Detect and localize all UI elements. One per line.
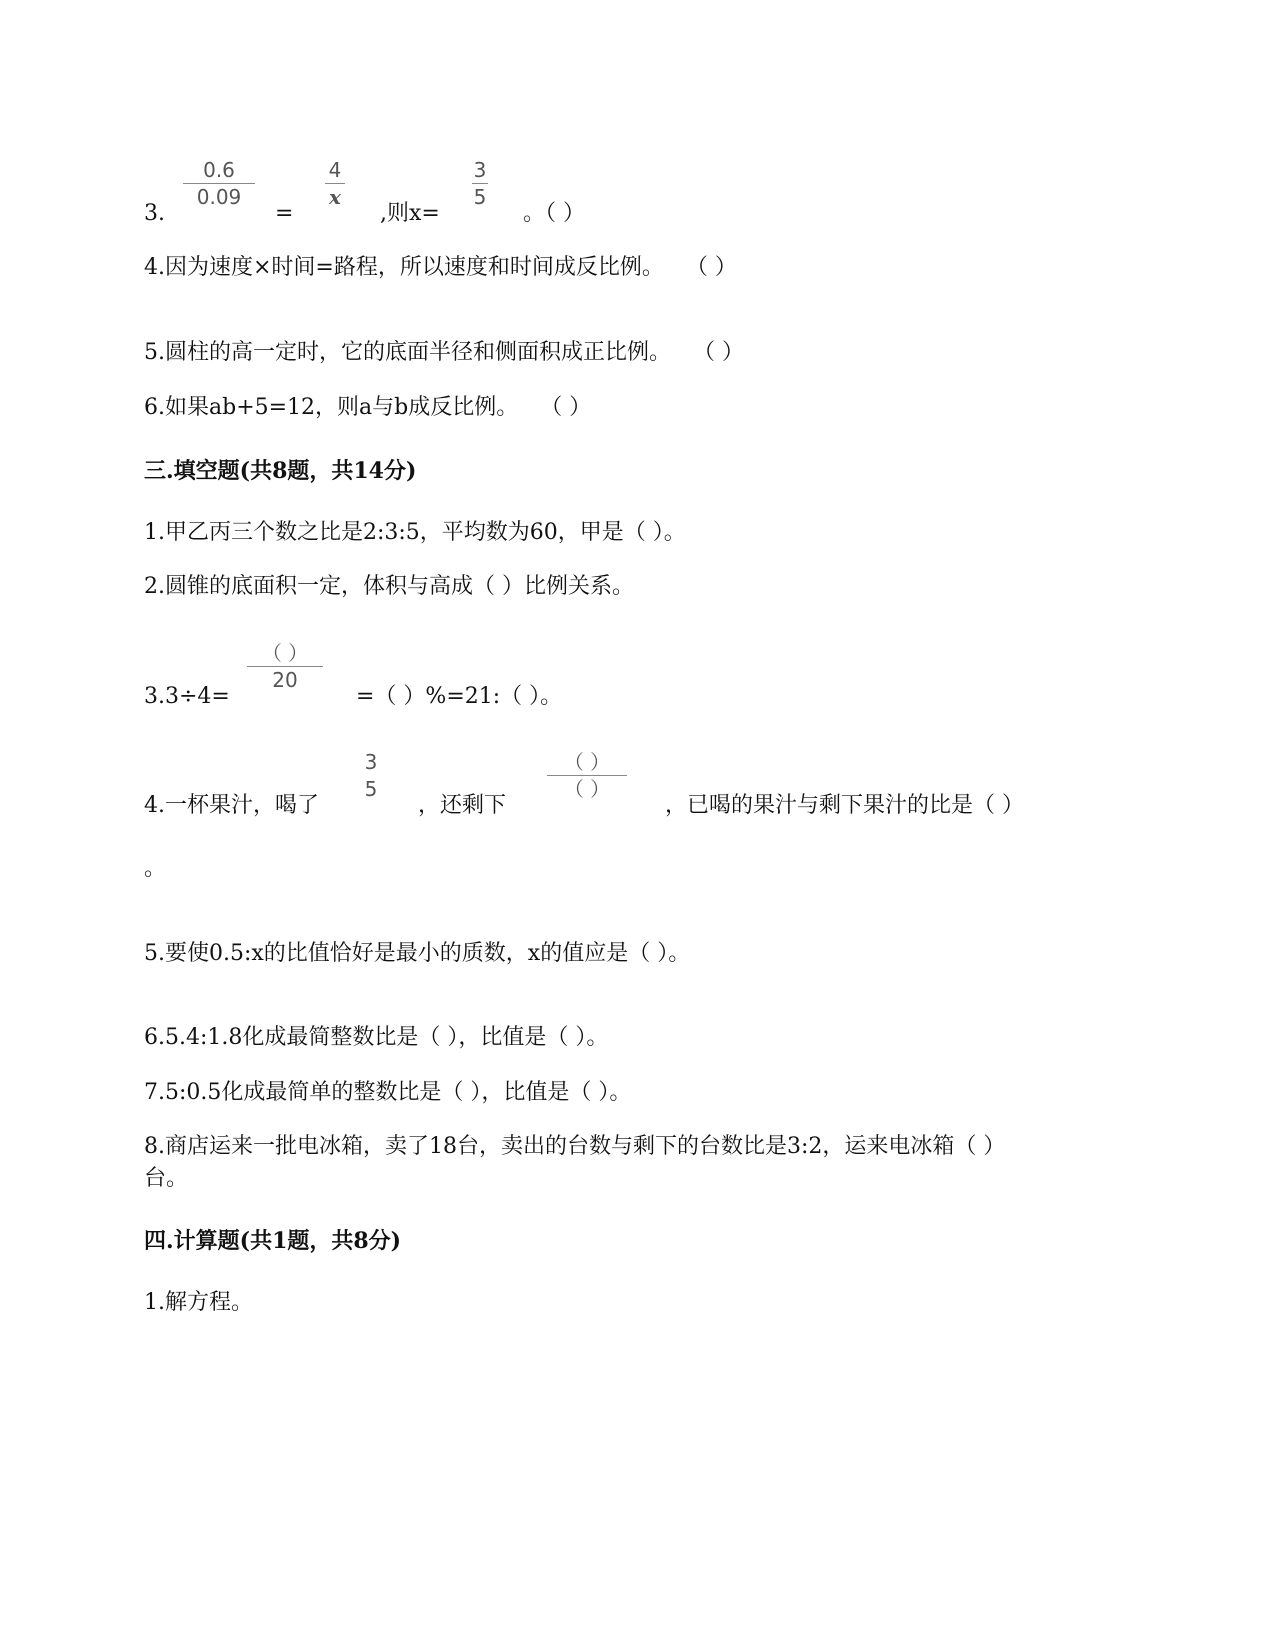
judge-q4: 4.因为速度×时间=路程，所以速度和时间成反比例。 （ ） xyxy=(144,255,737,280)
judge-q3-tail: 。（ ） xyxy=(523,201,585,226)
fill-q4-mid: ，还剩下 xyxy=(418,793,507,818)
fill-q8-line2: 台。 xyxy=(144,1166,189,1191)
fill-q4-tail: ，已喝的果汁与剩下果汁的比是（ ） xyxy=(665,793,1024,818)
fill-q6: 6.5.4:1.8化成最简整数比是（ ），比值是（ ）。 xyxy=(144,1025,609,1050)
fraction-blank-over-blank: （ ） （ ） xyxy=(547,750,627,801)
fraction-0.6-over-0.09: 0.6 0.09 xyxy=(179,158,259,209)
fraction-3-over-5-drank: 3 5 xyxy=(364,750,378,801)
fill-q4-prefix: 4.一杯果汁，喝了 xyxy=(144,793,319,818)
fill-q3-tail: =（ ）%=21:（ ）。 xyxy=(356,684,563,709)
fill-q8-line1: 8.商店运来一批电冰箱，卖了18台，卖出的台数与剩下的台数比是3:2，运来电冰箱（ ） xyxy=(144,1134,1006,1159)
fill-q1: 1.甲乙丙三个数之比是2:3:5，平均数为60，甲是（ ）。 xyxy=(144,520,686,545)
fill-q3-prefix: 3.3÷4= xyxy=(144,684,230,709)
fill-q5: 5.要使0.5:x的比值恰好是最小的质数，x的值应是（ ）。 xyxy=(144,941,691,966)
judge-q3-prefix: 3. xyxy=(144,201,165,226)
section3-title: 三.填空题(共8题，共14分) xyxy=(144,458,417,484)
judge-q5: 5.圆柱的高一定时，它的底面半径和侧面积成正比例。 （ ） xyxy=(144,340,744,365)
judge-q6: 6.如果ab+5=12，则a与b成反比例。 （ ） xyxy=(144,395,592,420)
fill-q7: 7.5:0.5化成最简单的整数比是（ ），比值是（ ）。 xyxy=(144,1080,632,1105)
calc-q1: 1.解方程。 xyxy=(144,1290,253,1315)
fraction-3-over-5: 3 5 xyxy=(473,158,487,209)
fraction-4-over-x: 4 x xyxy=(295,158,375,209)
fraction-blank-over-20: （ ） 20 xyxy=(245,641,325,692)
fill-q2: 2.圆锥的底面积一定，体积与高成（ ）比例关系。 xyxy=(144,574,634,599)
section4-title: 四.计算题(共1题，共8分) xyxy=(144,1228,402,1254)
judge-q3-equals: = xyxy=(275,201,294,226)
fill-q4-wrap: 。 xyxy=(144,856,167,881)
judge-q3-mid: ,则x= xyxy=(380,201,440,226)
